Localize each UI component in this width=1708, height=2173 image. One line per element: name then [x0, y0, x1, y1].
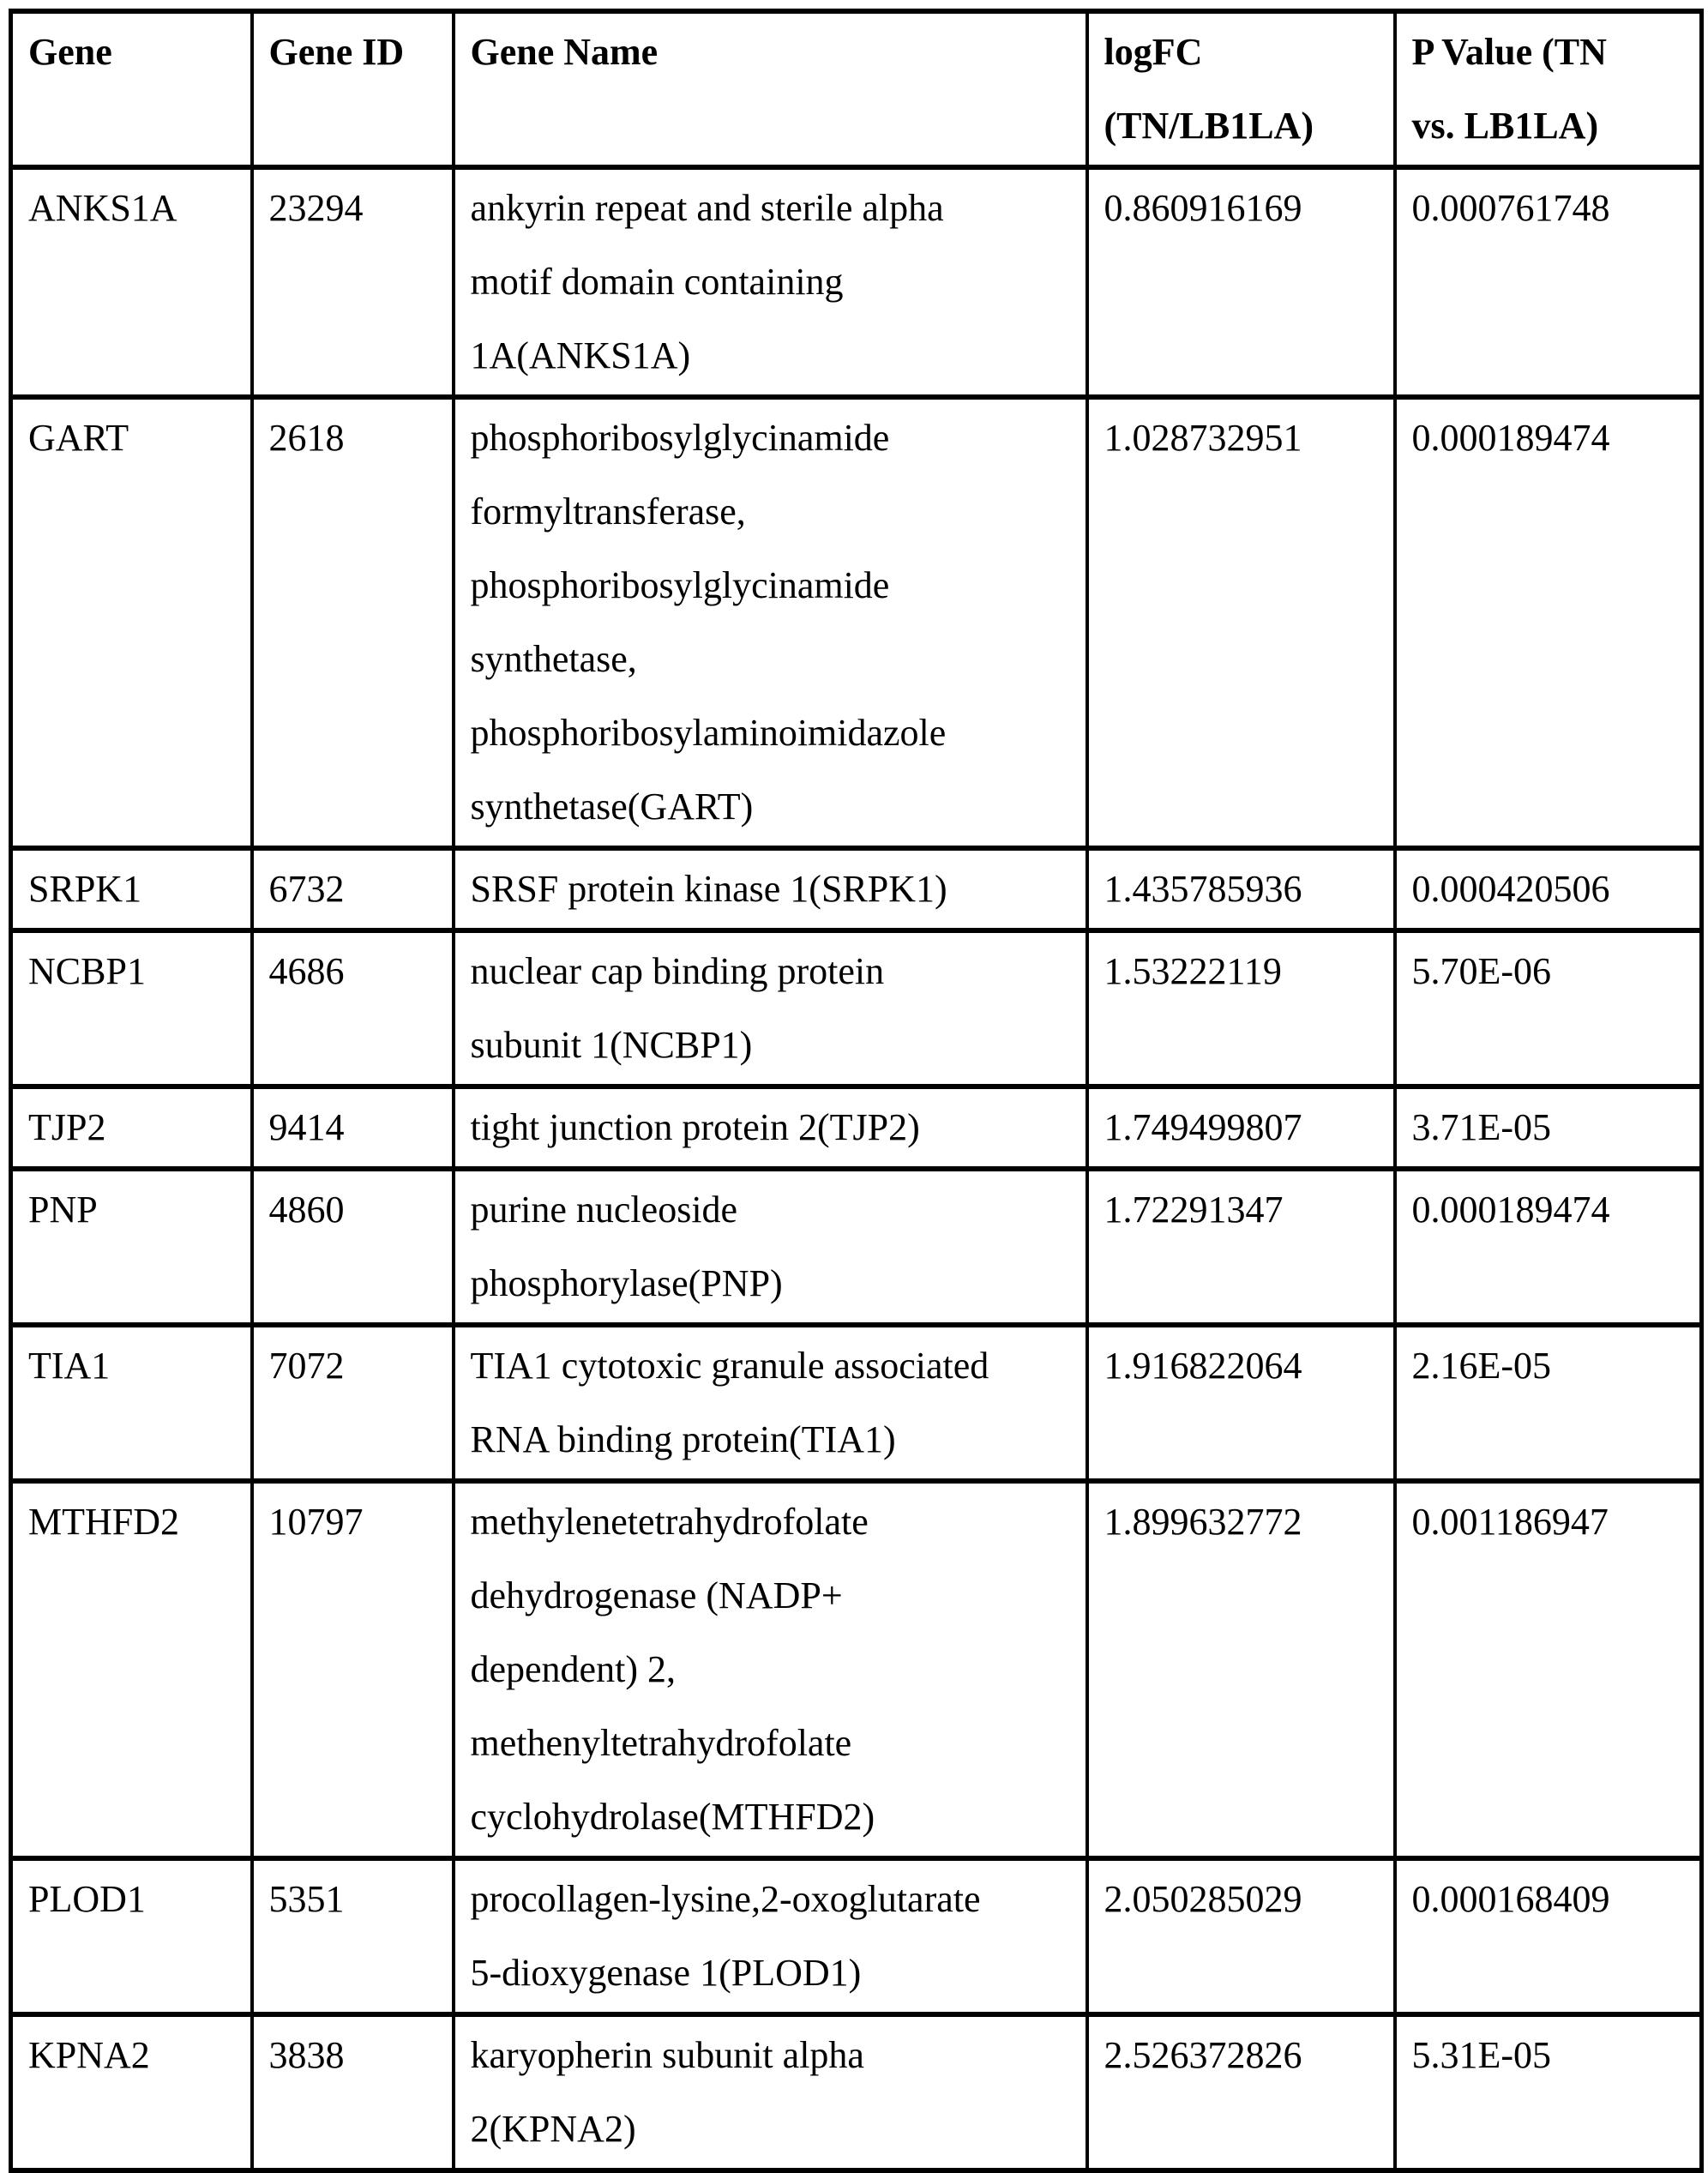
gene-cell: GART — [11, 397, 252, 848]
column-header-p-value: P Value (TN vs. LB1LA) — [1395, 11, 1702, 167]
logfc-cell: 2.050285029 — [1087, 1858, 1395, 2014]
gene-name-cell: ankyrin repeat and sterile alpha motif domain containing 1A(ANKS1A) — [454, 167, 1087, 397]
gene-id-cell: 3838 — [252, 2014, 454, 2170]
table-row — [11, 1325, 1702, 1481]
logfc-cell: 1.53222119 — [1087, 930, 1395, 1086]
gene-cell: TIA1 — [11, 1325, 252, 1481]
gene-cell: ANKS1A — [11, 167, 252, 397]
table-row — [11, 1481, 1702, 1858]
p-value-cell: 0.000189474 — [1395, 397, 1702, 848]
logfc-cell: 1.916822064 — [1087, 1325, 1395, 1481]
logfc-cell: 1.749499807 — [1087, 1086, 1395, 1169]
gene-id-cell: 4686 — [252, 930, 454, 1086]
gene-name-cell: SRSF protein kinase 1(SRPK1) — [454, 848, 1087, 930]
p-value-cell: 2.16E-05 — [1395, 1325, 1702, 1481]
gene-id-cell: 6732 — [252, 848, 454, 930]
gene-name-cell: nuclear cap binding protein subunit 1(NCBP1) — [454, 930, 1087, 1086]
gene-cell: TJP2 — [11, 1086, 252, 1169]
gene-cell: SRPK1 — [11, 848, 252, 930]
gene-name-cell: phosphoribosylglycinamide formyltransferase, phosphoribosylglycinamide synthetase, phosphoribosylaminoimidazole synthetase(GART) — [454, 397, 1087, 848]
p-value-cell: 0.000420506 — [1395, 848, 1702, 930]
table-body — [11, 167, 1702, 2170]
column-header-gene: Gene — [11, 11, 252, 167]
table-row — [11, 167, 1702, 397]
p-value-cell: 5.31E-05 — [1395, 2014, 1702, 2170]
gene-cell: PLOD1 — [11, 1858, 252, 2014]
gene-id-cell: 10797 — [252, 1481, 454, 1858]
gene-name-cell: methylenetetrahydrofolate dehydrogenase (NADP+ dependent) 2, methenyltetrahydrofolate cyclohydrolase(MTHFD2) — [454, 1481, 1087, 1858]
gene-cell: PNP — [11, 1169, 252, 1325]
p-value-cell: 0.000168409 — [1395, 1858, 1702, 2014]
gene-cell: KPNA2 — [11, 2014, 252, 2170]
table-row — [11, 1858, 1702, 2014]
gene-id-cell: 9414 — [252, 1086, 454, 1169]
table-row — [11, 2014, 1702, 2170]
table-row — [11, 848, 1702, 930]
p-value-cell: 0.000189474 — [1395, 1169, 1702, 1325]
table-row — [11, 1086, 1702, 1169]
logfc-cell: 1.028732951 — [1087, 397, 1395, 848]
table-row — [11, 1169, 1702, 1325]
gene-id-cell: 5351 — [252, 1858, 454, 2014]
header-row — [11, 11, 1702, 167]
gene-id-cell: 2618 — [252, 397, 454, 848]
logfc-cell: 2.526372826 — [1087, 2014, 1395, 2170]
table-row — [11, 397, 1702, 848]
p-value-cell: 0.001186947 — [1395, 1481, 1702, 1858]
column-header-gene-name: Gene Name — [454, 11, 1087, 167]
p-value-cell: 0.000761748 — [1395, 167, 1702, 397]
logfc-cell: 1.435785936 — [1087, 848, 1395, 930]
gene-id-cell: 23294 — [252, 167, 454, 397]
logfc-cell: 0.860916169 — [1087, 167, 1395, 397]
gene-id-cell: 4860 — [252, 1169, 454, 1325]
logfc-cell: 1.899632772 — [1087, 1481, 1395, 1858]
table-header — [11, 11, 1702, 167]
column-header-gene-id: Gene ID — [252, 11, 454, 167]
p-value-cell: 3.71E-05 — [1395, 1086, 1702, 1169]
gene-cell: MTHFD2 — [11, 1481, 252, 1858]
gene-name-cell: procollagen-lysine,2-oxoglutarate 5-dioxygenase 1(PLOD1) — [454, 1858, 1087, 2014]
gene-name-cell: TIA1 cytotoxic granule associated RNA binding protein(TIA1) — [454, 1325, 1087, 1481]
gene-name-cell: purine nucleoside phosphorylase(PNP) — [454, 1169, 1087, 1325]
column-header-logfc: logFC (TN/LB1LA) — [1087, 11, 1395, 167]
gene-cell: NCBP1 — [11, 930, 252, 1086]
p-value-cell: 5.70E-06 — [1395, 930, 1702, 1086]
gene-table — [9, 9, 1704, 2173]
gene-name-cell: karyopherin subunit alpha 2(KPNA2) — [454, 2014, 1087, 2170]
table-row — [11, 930, 1702, 1086]
logfc-cell: 1.72291347 — [1087, 1169, 1395, 1325]
document-table-container — [9, 9, 1704, 2173]
gene-id-cell: 7072 — [252, 1325, 454, 1481]
gene-name-cell: tight junction protein 2(TJP2) — [454, 1086, 1087, 1169]
